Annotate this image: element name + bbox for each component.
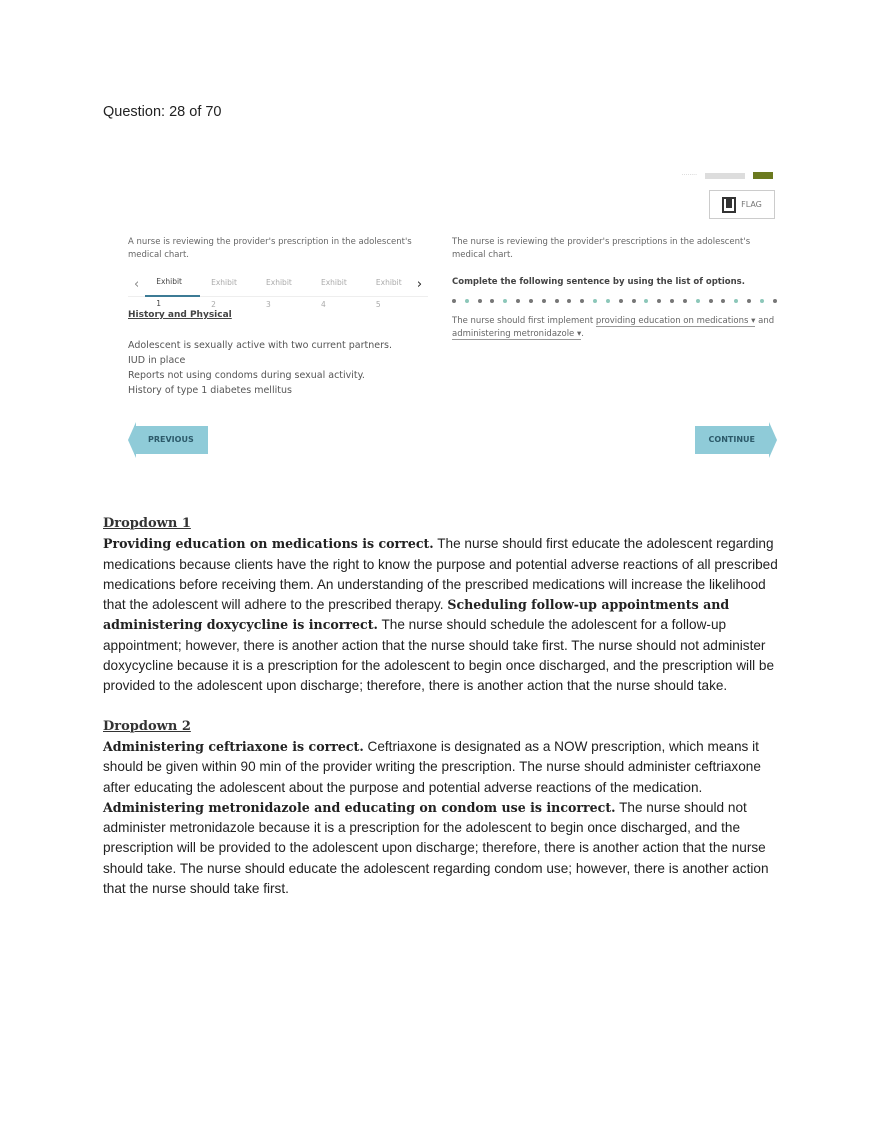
question-panel [452,236,782,341]
exhibit-tabs [128,272,428,309]
progress-dot [747,299,751,303]
progress-dot [567,299,571,303]
progress-dot [503,299,507,303]
progress-dot [529,299,533,303]
previous-button[interactable]: PREVIOUS [134,426,208,454]
progress-dot [657,299,661,303]
correct-label: Administering ceftriaxone is correct. [103,738,364,754]
dropdown-2-value: administering metronidazole [452,329,575,339]
sentence-start: The nurse should first implement [452,316,594,326]
progress-dot [709,299,713,303]
continue-button[interactable]: CONTINUE [695,426,769,454]
history-list [128,338,428,398]
tab-exhibit-5[interactable]: Exhibit 5 [375,278,402,309]
timer-text: ········ [681,172,697,179]
calculator-icon [753,172,773,179]
progress-dot [721,299,725,303]
tab-exhibit-1[interactable]: Exhibit 1 [145,271,200,297]
sentence [452,315,782,341]
rationale-text: The nurse should first educate the adolescent regarding medications because clients have the right to know the purpose and potential adverse reactions of all prescribed medications before receiving them. An understanding of the prescribed medications will increase the likelihood that the adolescent will adhere to the prescribed therapy. [103,536,778,613]
progress-dot [696,299,700,303]
caret-down-icon: ▾ [751,316,756,326]
caret-down-icon: ▾ [577,329,582,339]
progress-dot [606,299,610,303]
tab-exhibit-4[interactable]: Exhibit 4 [320,278,347,309]
instruction: Complete the following sentence by using the list of options. [452,277,745,287]
left-stem: A nurse is reviewing the provider's prescription in the adolescent's medical chart. [128,237,412,260]
history-item: Reports not using condoms during sexual activity. [128,370,365,381]
dropdown-1[interactable] [596,316,756,327]
flag-label: FLAG [741,200,762,209]
history-item: History of type 1 diabetes mellitus [128,385,292,396]
history-item: IUD in place [128,355,186,366]
progress-dot [644,299,648,303]
progress-dot [632,299,636,303]
progress-dot [555,299,559,303]
rationale-text: Ceftriaxone is designated as a NOW prescription, which means it should be given within 90 min of the provider writing the prescription. The nurse should administer ceftriaxone after educating the adolescent about the purpose and potential adverse reactions of the medication. [103,738,761,795]
progress-dot [683,299,687,303]
rationale [103,514,783,899]
sentence-end: . [581,329,584,339]
rationale-text: The nurse should not administer metronidazole because it is a prescription for the adolescent to begin once discharged, and the prescription will be provided to the adolescent upon discharge; therefore, there is another action that the nurse should take. The nurse should educate the adolescent regarding condom use; however, there is another action that the nurse should take first. [103,799,769,897]
flag-button[interactable] [709,190,775,219]
progress-dot [670,299,674,303]
correct-label: Providing education on medications is correct. [103,536,434,552]
progress-dot [542,299,546,303]
dropdown-1-heading: Dropdown 1 [103,516,191,531]
progress-dot [452,299,456,303]
history-item: Adolescent is sexually active with two current partners. [128,340,392,351]
progress-dot [734,299,738,303]
progress-dot [490,299,494,303]
progress-dot [619,299,623,303]
progress-dot [478,299,482,303]
dropdown-1-value: providing education on medications [595,316,749,326]
timer-bar [705,173,745,179]
incorrect-label: Scheduling follow-up appointments and administering doxycycline is incorrect. [103,597,730,633]
dropdown-2-rationale [103,737,783,798]
dropdown-1-rationale [103,534,783,696]
progress-dot [516,299,520,303]
exam-screenshot [120,168,785,468]
tab-exhibit-3[interactable]: Exhibit 3 [266,278,292,309]
section-title: History and Physical [128,310,232,320]
progress-dot [580,299,584,303]
bookmark-icon [722,197,736,213]
timer [682,172,773,179]
dropdown-2[interactable] [452,329,581,340]
rationale-text: The nurse should schedule the adolescent for a follow-up appointment; however, there is another action that the nurse should take first. The nurse should not administer doxycycline because it is a prescription for the adolescent to begin once discharged, and the prescription will be provided to the adolescent upon discharge; therefore, there is another action that the nurse should take. [103,617,775,694]
progress-dot [760,299,764,303]
sentence-mid: and [758,316,775,326]
chevron-right-icon[interactable]: › [416,276,423,292]
progress-dot [465,299,469,303]
progress-dots [452,299,777,303]
incorrect-label: Administering metronidazole and educating on condom use is incorrect. [103,799,616,815]
chevron-left-icon[interactable]: ‹ [134,276,140,292]
tab-exhibit-2[interactable]: Exhibit 2 [211,278,237,309]
right-stem: The nurse is reviewing the provider's prescriptions in the adolescent's medical chart. [452,237,751,260]
exhibit-panel [128,236,428,398]
dropdown-2-incorrect [103,798,783,899]
question-counter: Question: 28 of 70 [103,104,222,120]
dropdown-2-heading: Dropdown 2 [103,718,191,734]
progress-dot [773,299,777,303]
progress-dot [593,299,597,303]
